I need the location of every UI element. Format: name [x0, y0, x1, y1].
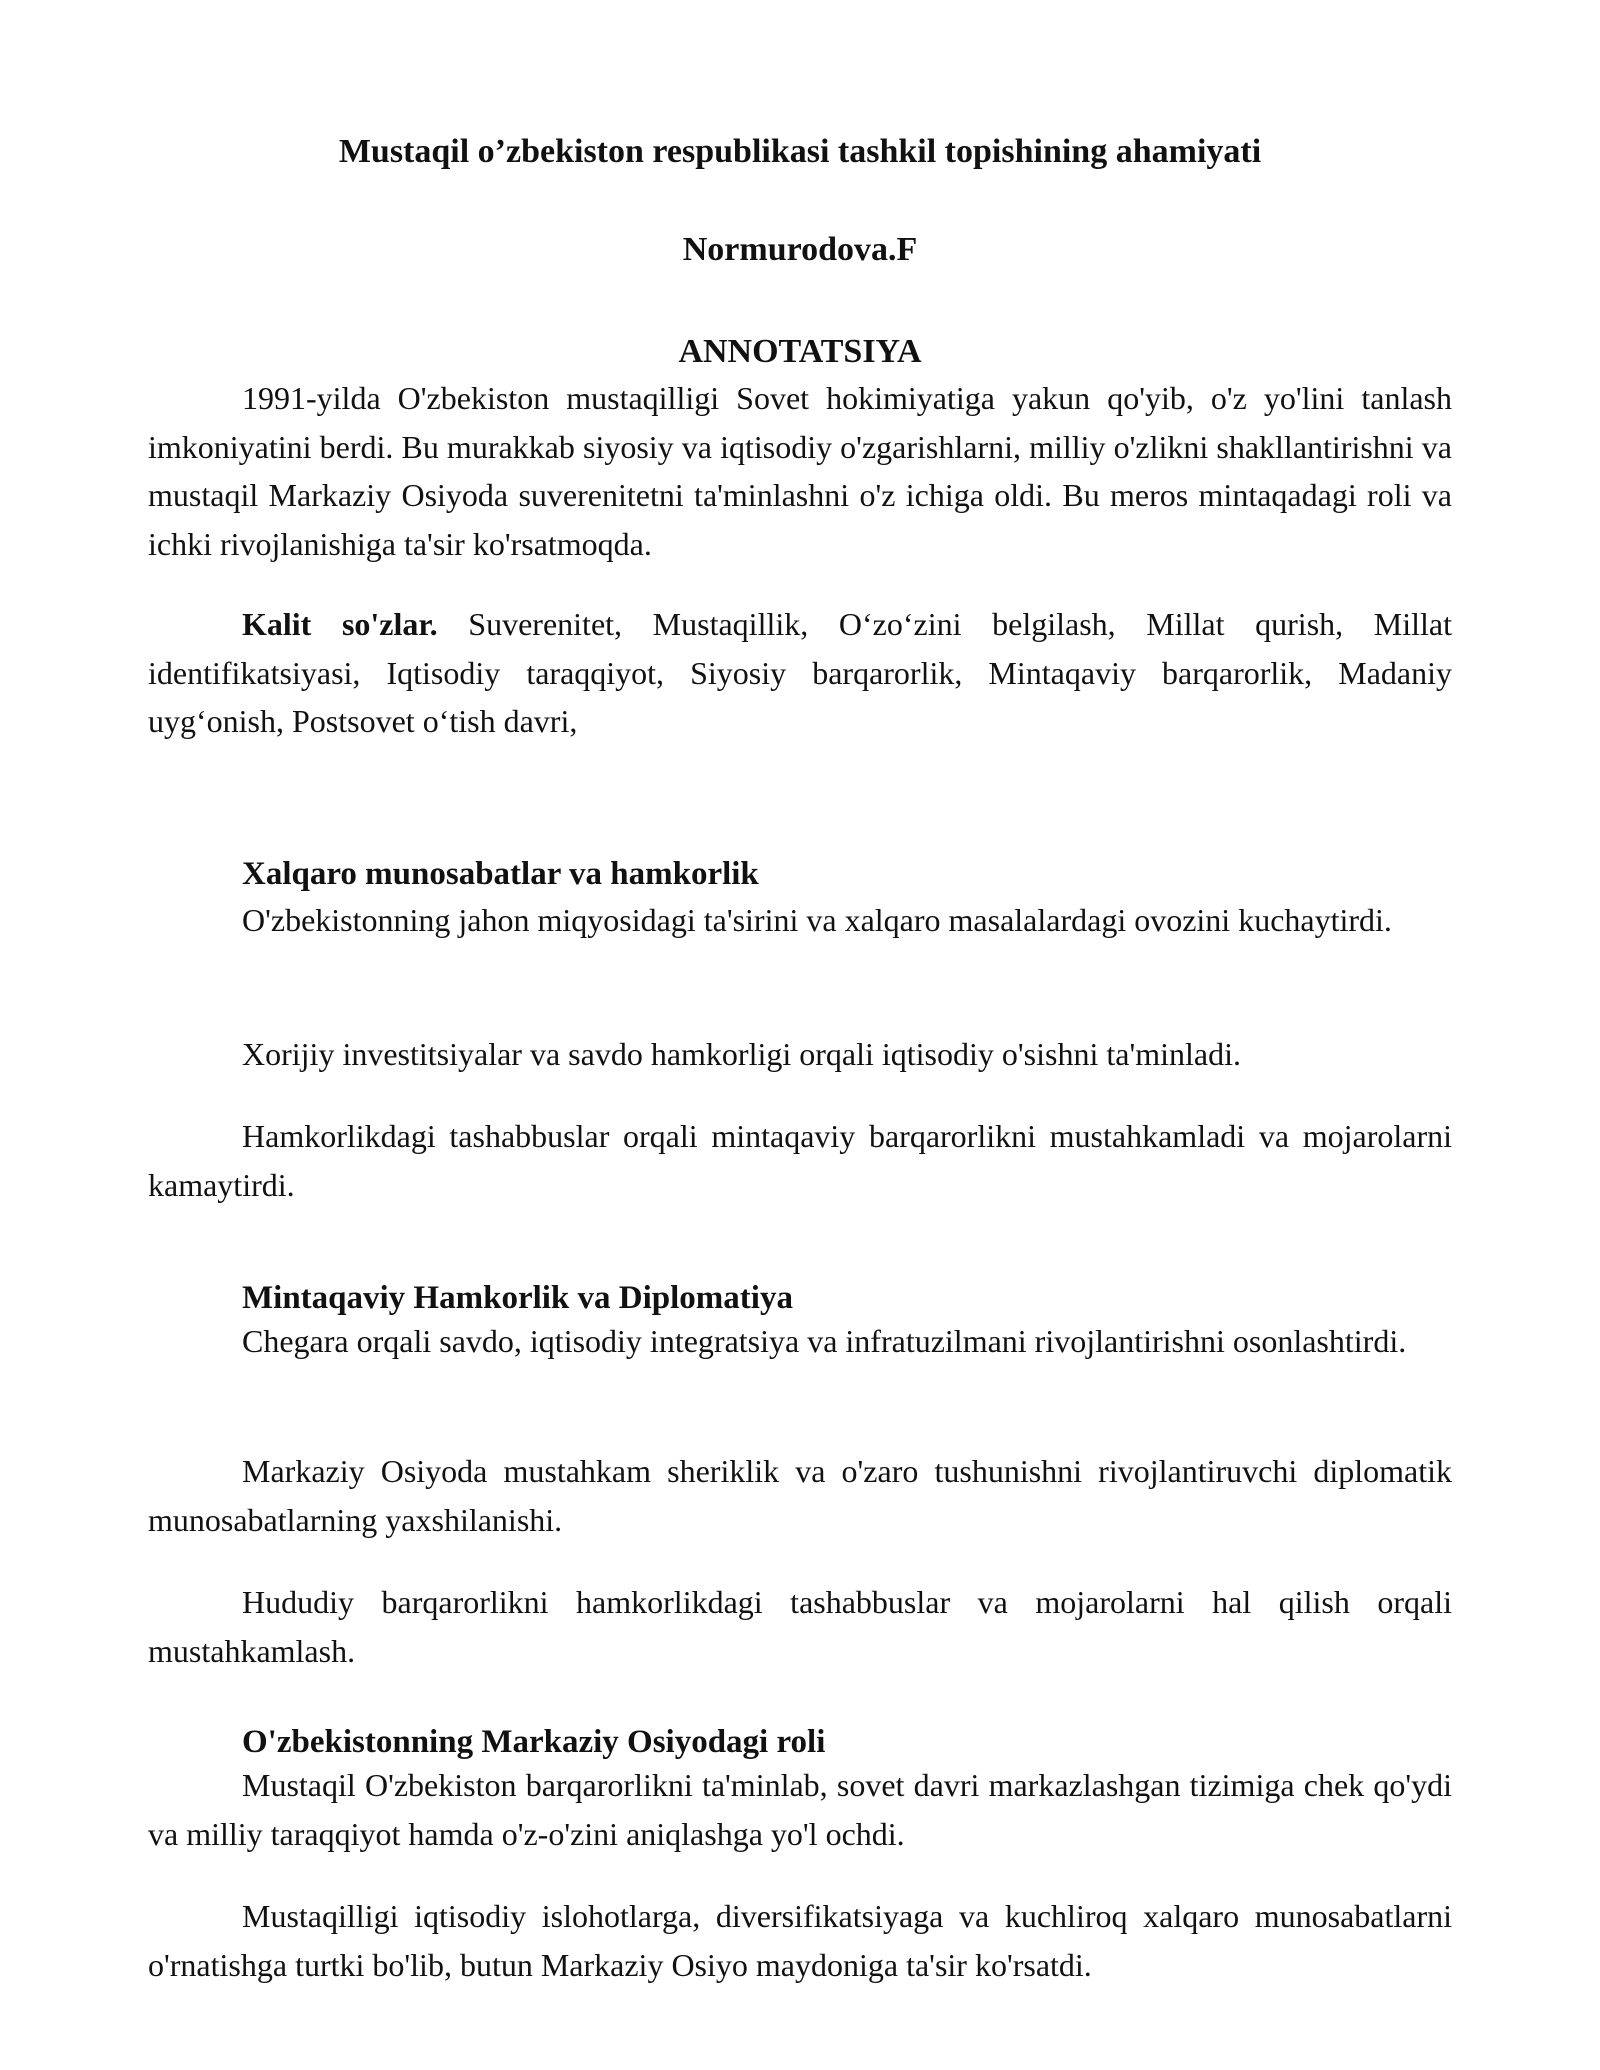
section-paragraph: Hududiy barqarorlikni hamkorlikdagi tashabbuslar va mojarolarni hal qilish orqali mustahkamlash.: [148, 1584, 1452, 1669]
section-heading-regional-cooperation: Mintaqaviy Hamkorlik va Diplomatiya: [242, 1280, 793, 1316]
section-paragraph: Hamkorlikdagi tashabbuslar orqali mintaqaviy barqarorlikni mustahkamladi va mojarolarni kamaytirdi.: [148, 1118, 1452, 1203]
section-paragraph: Chegara orqali savdo, iqtisodiy integratsiya va infratuzilmani rivojlantirishni osonlashtirdi.: [242, 1323, 1407, 1359]
section-heading-central-asia-role: O'zbekistonning Markaziy Osiyodagi roli: [242, 1724, 826, 1760]
section-paragraph: Markaziy Osiyoda mustahkam sheriklik va o'zaro tushunishni rivojlantiruvchi diplomatik munosabatlarning yaxshilanishi.: [148, 1453, 1452, 1538]
keywords-text: Suverenitet, Mustaqillik, O‘zo‘zini belgilash, Millat qurish, Millat identifikatsiyasi, Iqtisodiy taraqqiyot, Siyosiy barqarorlik, Mintaqaviy barqarorlik, Madaniy uyg‘onish, Postsovet o‘tish davri,: [148, 606, 1453, 739]
section-paragraph: Mustaqil O'zbekiston barqarorlikni ta'minlab, sovet davri markazlashgan tizimiga chek qo'ydi va milliy taraqqiyot hamda o'z-o'zini aniqlashga yo'l ochdi.: [148, 1767, 1452, 1852]
document-title: Mustaqil o’zbekiston respublikasi tashkil topishining ahamiyati: [338, 133, 1262, 170]
section-heading-international-relations: Xalqaro munosabatlar va hamkorlik: [242, 856, 759, 892]
annotation-text: 1991-yilda O'zbekiston mustaqilligi Sovet hokimiyatiga yakun qo'yib, o'z yo'lini tanlash imkoniyatini berdi. Bu murakkab siyosiy va iqtisodiy o'zgarishlarni, milliy o'zlikni shakllantirishni va mustaqil Markaziy Osiyoda suverenitetni ta'minlashni o'z ichiga oldi. Bu meros mintaqadagi roli va ichki rivojlanishiga ta'sir ko'rsatmoqda.: [148, 380, 1452, 562]
author-name: Normurodova.F: [682, 231, 918, 268]
section-paragraph: O'zbekistonning jahon miqyosidagi ta'sirini va xalqaro masalalardagi ovozini kuchaytirdi.: [242, 902, 1392, 938]
keywords-label: Kalit so'zlar.: [242, 606, 438, 642]
section-paragraph: Xorijiy investitsiyalar va savdo hamkorligi orqali iqtisodiy o'sishni ta'minladi.: [242, 1036, 1241, 1072]
keywords-paragraph: [148, 600, 1452, 746]
section-paragraph: Mustaqilligi iqtisodiy islohotlarga, diversifikatsiyaga va kuchliroq xalqaro munosabatlarni o'rnatishga turtki bo'lib, butun Markaziy Osiyo maydoniga ta'sir ko'rsatdi.: [148, 1898, 1452, 1983]
annotation-heading: ANNOTATSIYA: [678, 333, 922, 370]
